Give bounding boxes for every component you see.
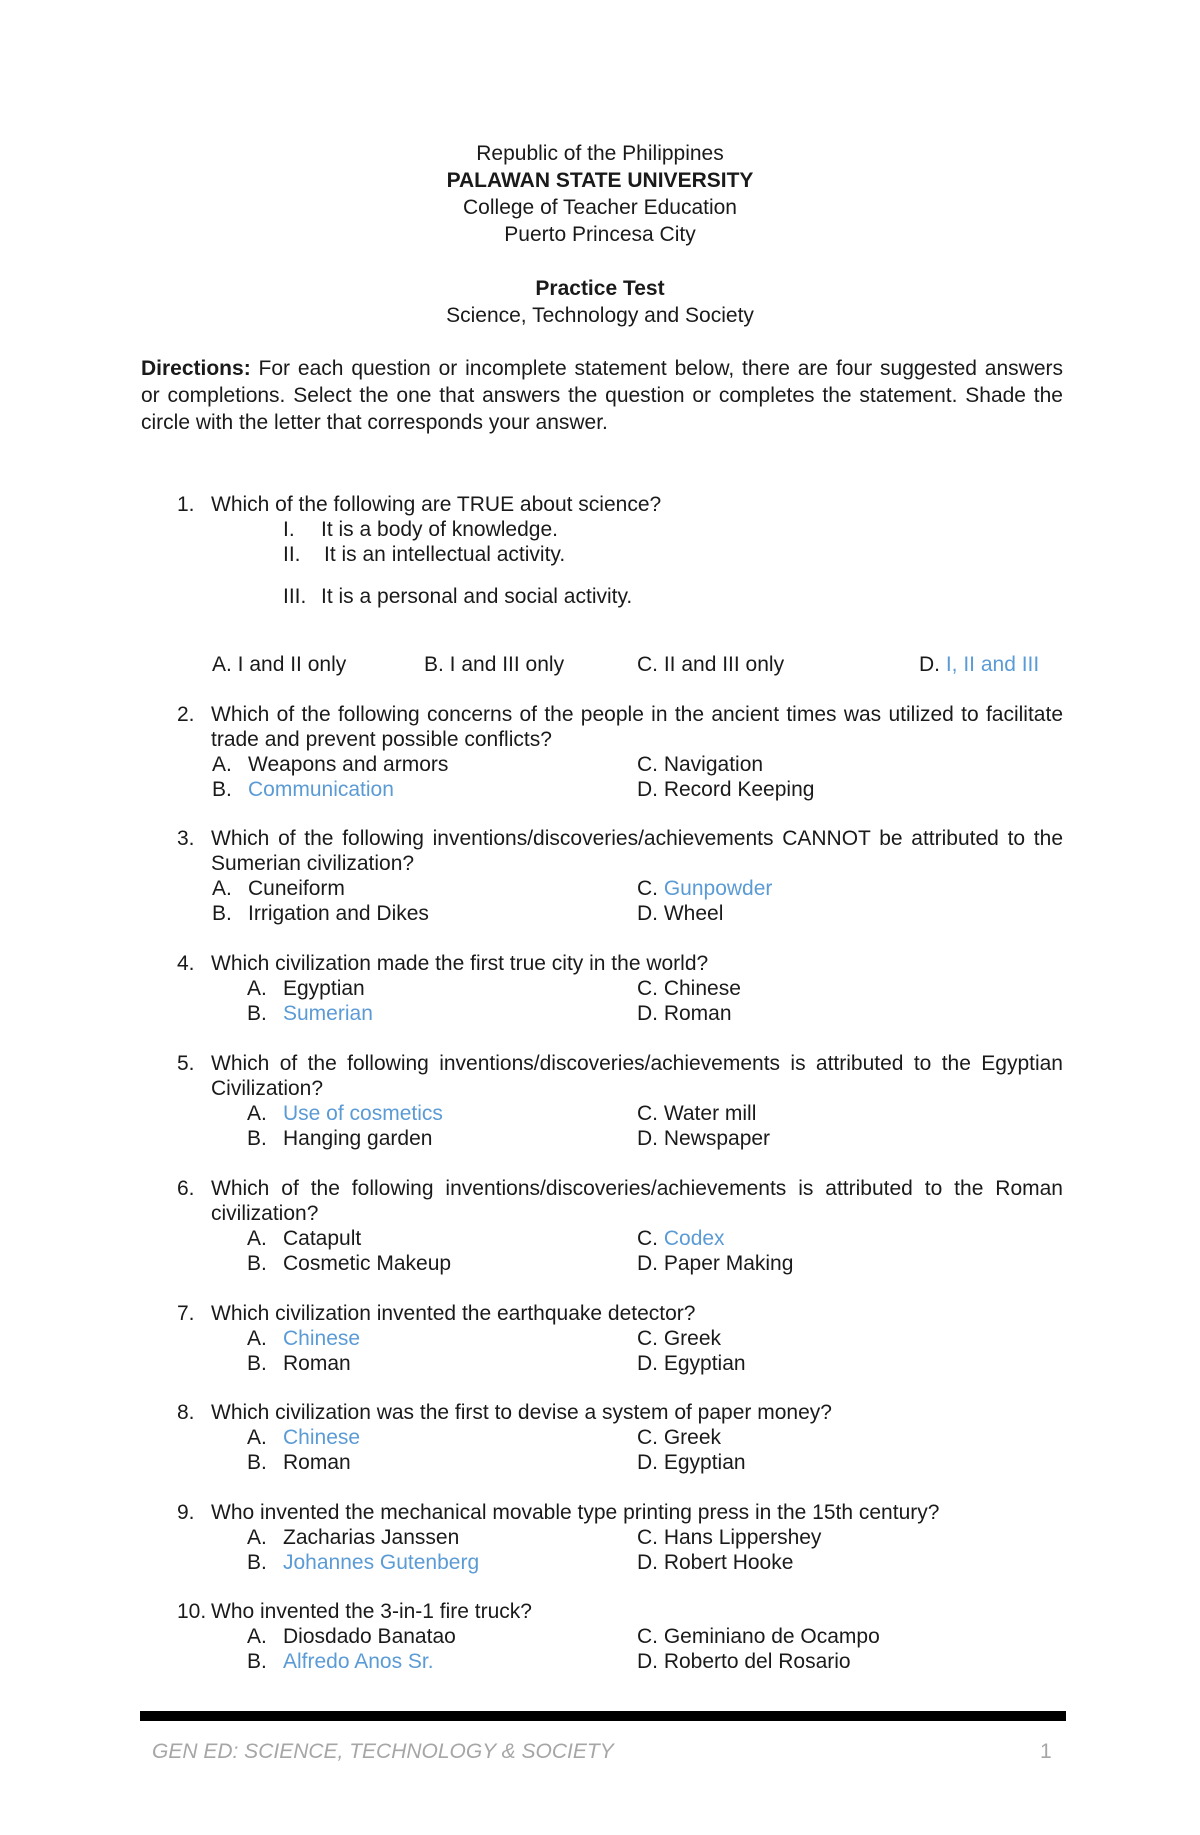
- correct-answer: Sumerian: [283, 1002, 373, 1025]
- option-letter: A.: [247, 1625, 267, 1648]
- question-text: Which of the following inventions/discoveries/achievements CANNOT be attributed to the Sumerian civilization?: [211, 827, 1063, 875]
- option-letter: A.: [247, 1327, 267, 1350]
- statement-text: It is a body of knowledge.: [321, 518, 558, 541]
- option-a-text: Catapult: [283, 1227, 362, 1250]
- question-text: Which of the following inventions/discoveries/achievements is attributed to the Egyptian Civilization?: [211, 1052, 1063, 1100]
- option-d[interactable]: D. Roman: [637, 1002, 732, 1025]
- option-d[interactable]: D. Record Keeping: [637, 778, 815, 801]
- option-b[interactable]: [247, 1001, 267, 1026]
- city-name: Puerto Princesa City: [504, 223, 696, 246]
- option-d[interactable]: D. Wheel: [637, 902, 724, 925]
- option-d[interactable]: [919, 652, 1039, 677]
- option-letter: A.: [247, 1426, 267, 1449]
- question-number: 5.: [177, 1052, 195, 1075]
- statement-number: II.: [283, 543, 301, 566]
- option-d[interactable]: D. Egyptian: [637, 1352, 746, 1375]
- correct-answer: Johannes Gutenberg: [283, 1551, 480, 1574]
- question-number: 7.: [177, 1302, 195, 1325]
- option-d[interactable]: D. Robert Hooke: [637, 1551, 794, 1574]
- statement-number: III.: [283, 585, 307, 608]
- question-number: 10.: [177, 1600, 207, 1623]
- option-d[interactable]: D. Egyptian: [637, 1451, 746, 1474]
- question-text: Which civilization made the first true city in the world?: [211, 952, 709, 975]
- option-a[interactable]: [212, 752, 232, 777]
- option-letter: B.: [247, 1352, 267, 1375]
- question-number: 3.: [177, 827, 195, 850]
- correct-answer: I, II and III: [945, 653, 1040, 676]
- question-number: 9.: [177, 1501, 195, 1524]
- correct-answer: Communication: [248, 778, 394, 801]
- option-a[interactable]: [247, 1226, 267, 1251]
- option-a[interactable]: [247, 976, 267, 1001]
- option-b-text: Hanging garden: [283, 1127, 433, 1150]
- option-c[interactable]: C. Water mill: [637, 1102, 757, 1125]
- option-a-text: Diosdado Banatao: [283, 1625, 456, 1648]
- option-b-text: Roman: [283, 1451, 351, 1474]
- question-text: Which civilization was the first to devise a system of paper money?: [211, 1401, 832, 1424]
- correct-answer: Codex: [663, 1227, 725, 1250]
- question-text: Which civilization invented the earthquake detector?: [211, 1302, 696, 1325]
- correct-answer: Chinese: [283, 1426, 361, 1449]
- option-a-text: Zacharias Janssen: [283, 1526, 460, 1549]
- option-letter: C.: [637, 877, 658, 900]
- option-a[interactable]: [247, 1326, 267, 1351]
- question-text: Which of the following inventions/discoveries/achievements is attributed to the Roman civilization?: [211, 1177, 1063, 1225]
- correct-answer: Alfredo Anos Sr.: [283, 1650, 434, 1673]
- option-letter: A.: [212, 877, 232, 900]
- option-b[interactable]: B. I and III only: [424, 653, 565, 676]
- option-letter: D.: [919, 653, 940, 676]
- correct-answer: Gunpowder: [663, 877, 773, 900]
- option-letter: B.: [247, 1127, 267, 1150]
- option-letter: A.: [247, 1227, 267, 1250]
- question-text: Which of the following are TRUE about science?: [211, 493, 662, 516]
- option-letter: B.: [212, 778, 232, 801]
- directions: [141, 355, 1063, 436]
- option-letter: B.: [247, 1551, 267, 1574]
- option-c[interactable]: [637, 876, 772, 901]
- test-title: Practice Test: [535, 277, 665, 300]
- university-name: PALAWAN STATE UNIVERSITY: [446, 169, 754, 192]
- option-c[interactable]: C. Greek: [637, 1426, 722, 1449]
- option-letter: C.: [637, 1227, 658, 1250]
- option-a[interactable]: [212, 876, 232, 901]
- footer-course-title: GEN ED: SCIENCE, TECHNOLOGY & SOCIETY: [152, 1740, 614, 1763]
- option-b-text: Irrigation and Dikes: [248, 902, 429, 925]
- test-subject: Science, Technology and Society: [446, 304, 754, 327]
- option-b[interactable]: [212, 777, 232, 802]
- correct-answer: Use of cosmetics: [283, 1102, 443, 1125]
- option-a[interactable]: [247, 1101, 267, 1126]
- option-b[interactable]: [247, 1450, 267, 1475]
- question-text: Which of the following concerns of the people in the ancient times was utilized to facilitate trade and prevent possible conflicts?: [211, 703, 1063, 751]
- option-c[interactable]: C. II and III only: [637, 653, 785, 676]
- option-a[interactable]: A. I and II only: [212, 653, 347, 676]
- page-number: 1: [1040, 1740, 1052, 1763]
- option-a[interactable]: [247, 1624, 267, 1649]
- option-b[interactable]: [247, 1351, 267, 1376]
- option-a-text: Weapons and armors: [248, 753, 449, 776]
- question-number: 4.: [177, 952, 195, 975]
- option-c[interactable]: C. Chinese: [637, 977, 741, 1000]
- option-c[interactable]: C. Hans Lippershey: [637, 1526, 822, 1549]
- option-letter: A.: [212, 753, 232, 776]
- option-c[interactable]: C. Navigation: [637, 753, 764, 776]
- question-number: 1.: [177, 493, 195, 516]
- document-header: [0, 140, 1200, 329]
- option-letter: B.: [247, 1002, 267, 1025]
- option-letter: A.: [247, 977, 267, 1000]
- directions-label: Directions:: [141, 357, 251, 380]
- option-b[interactable]: [247, 1550, 267, 1575]
- question-number: 2.: [177, 703, 195, 726]
- option-b-text: Cosmetic Makeup: [283, 1252, 452, 1275]
- option-letter: B.: [247, 1252, 267, 1275]
- country-line: Republic of the Philippines: [476, 142, 724, 165]
- option-letter: B.: [212, 902, 232, 925]
- option-d[interactable]: D. Newspaper: [637, 1127, 771, 1150]
- option-a[interactable]: [247, 1425, 267, 1450]
- statement-text: It is a personal and social activity.: [321, 585, 633, 608]
- statement-text: It is an intellectual activity.: [324, 543, 566, 566]
- option-letter: B.: [247, 1650, 267, 1673]
- college-name: College of Teacher Education: [463, 196, 737, 219]
- option-letter: A.: [247, 1102, 267, 1125]
- option-b[interactable]: [247, 1126, 267, 1151]
- option-b[interactable]: [247, 1649, 267, 1674]
- directions-text: For each question or incomplete statement below, there are four suggested answers or completions. Select the one that answers the question or completes the statement. Shade the circle with the letter that corresponds your answer.: [141, 357, 1063, 434]
- option-letter: B.: [247, 1451, 267, 1474]
- question-number: 8.: [177, 1401, 195, 1424]
- option-d[interactable]: D. Roberto del Rosario: [637, 1650, 851, 1673]
- correct-answer: Chinese: [283, 1327, 361, 1350]
- option-a-text: Cuneiform: [248, 877, 345, 900]
- option-b-text: Roman: [283, 1352, 351, 1375]
- option-c[interactable]: [637, 1226, 725, 1251]
- question-text: Who invented the 3-in-1 fire truck?: [211, 1600, 532, 1623]
- option-a[interactable]: [247, 1525, 267, 1550]
- option-c[interactable]: C. Greek: [637, 1327, 722, 1350]
- question-text: Who invented the mechanical movable type printing press in the 15th century?: [211, 1501, 940, 1524]
- option-a-text: Egyptian: [283, 977, 365, 1000]
- option-b[interactable]: [247, 1251, 267, 1276]
- option-d[interactable]: D. Paper Making: [637, 1252, 794, 1275]
- option-letter: A.: [247, 1526, 267, 1549]
- option-c[interactable]: C. Geminiano de Ocampo: [637, 1625, 880, 1648]
- question-number: 6.: [177, 1177, 195, 1200]
- statement-number: I.: [283, 518, 295, 541]
- footer-divider: [140, 1711, 1066, 1721]
- option-b[interactable]: [212, 901, 232, 926]
